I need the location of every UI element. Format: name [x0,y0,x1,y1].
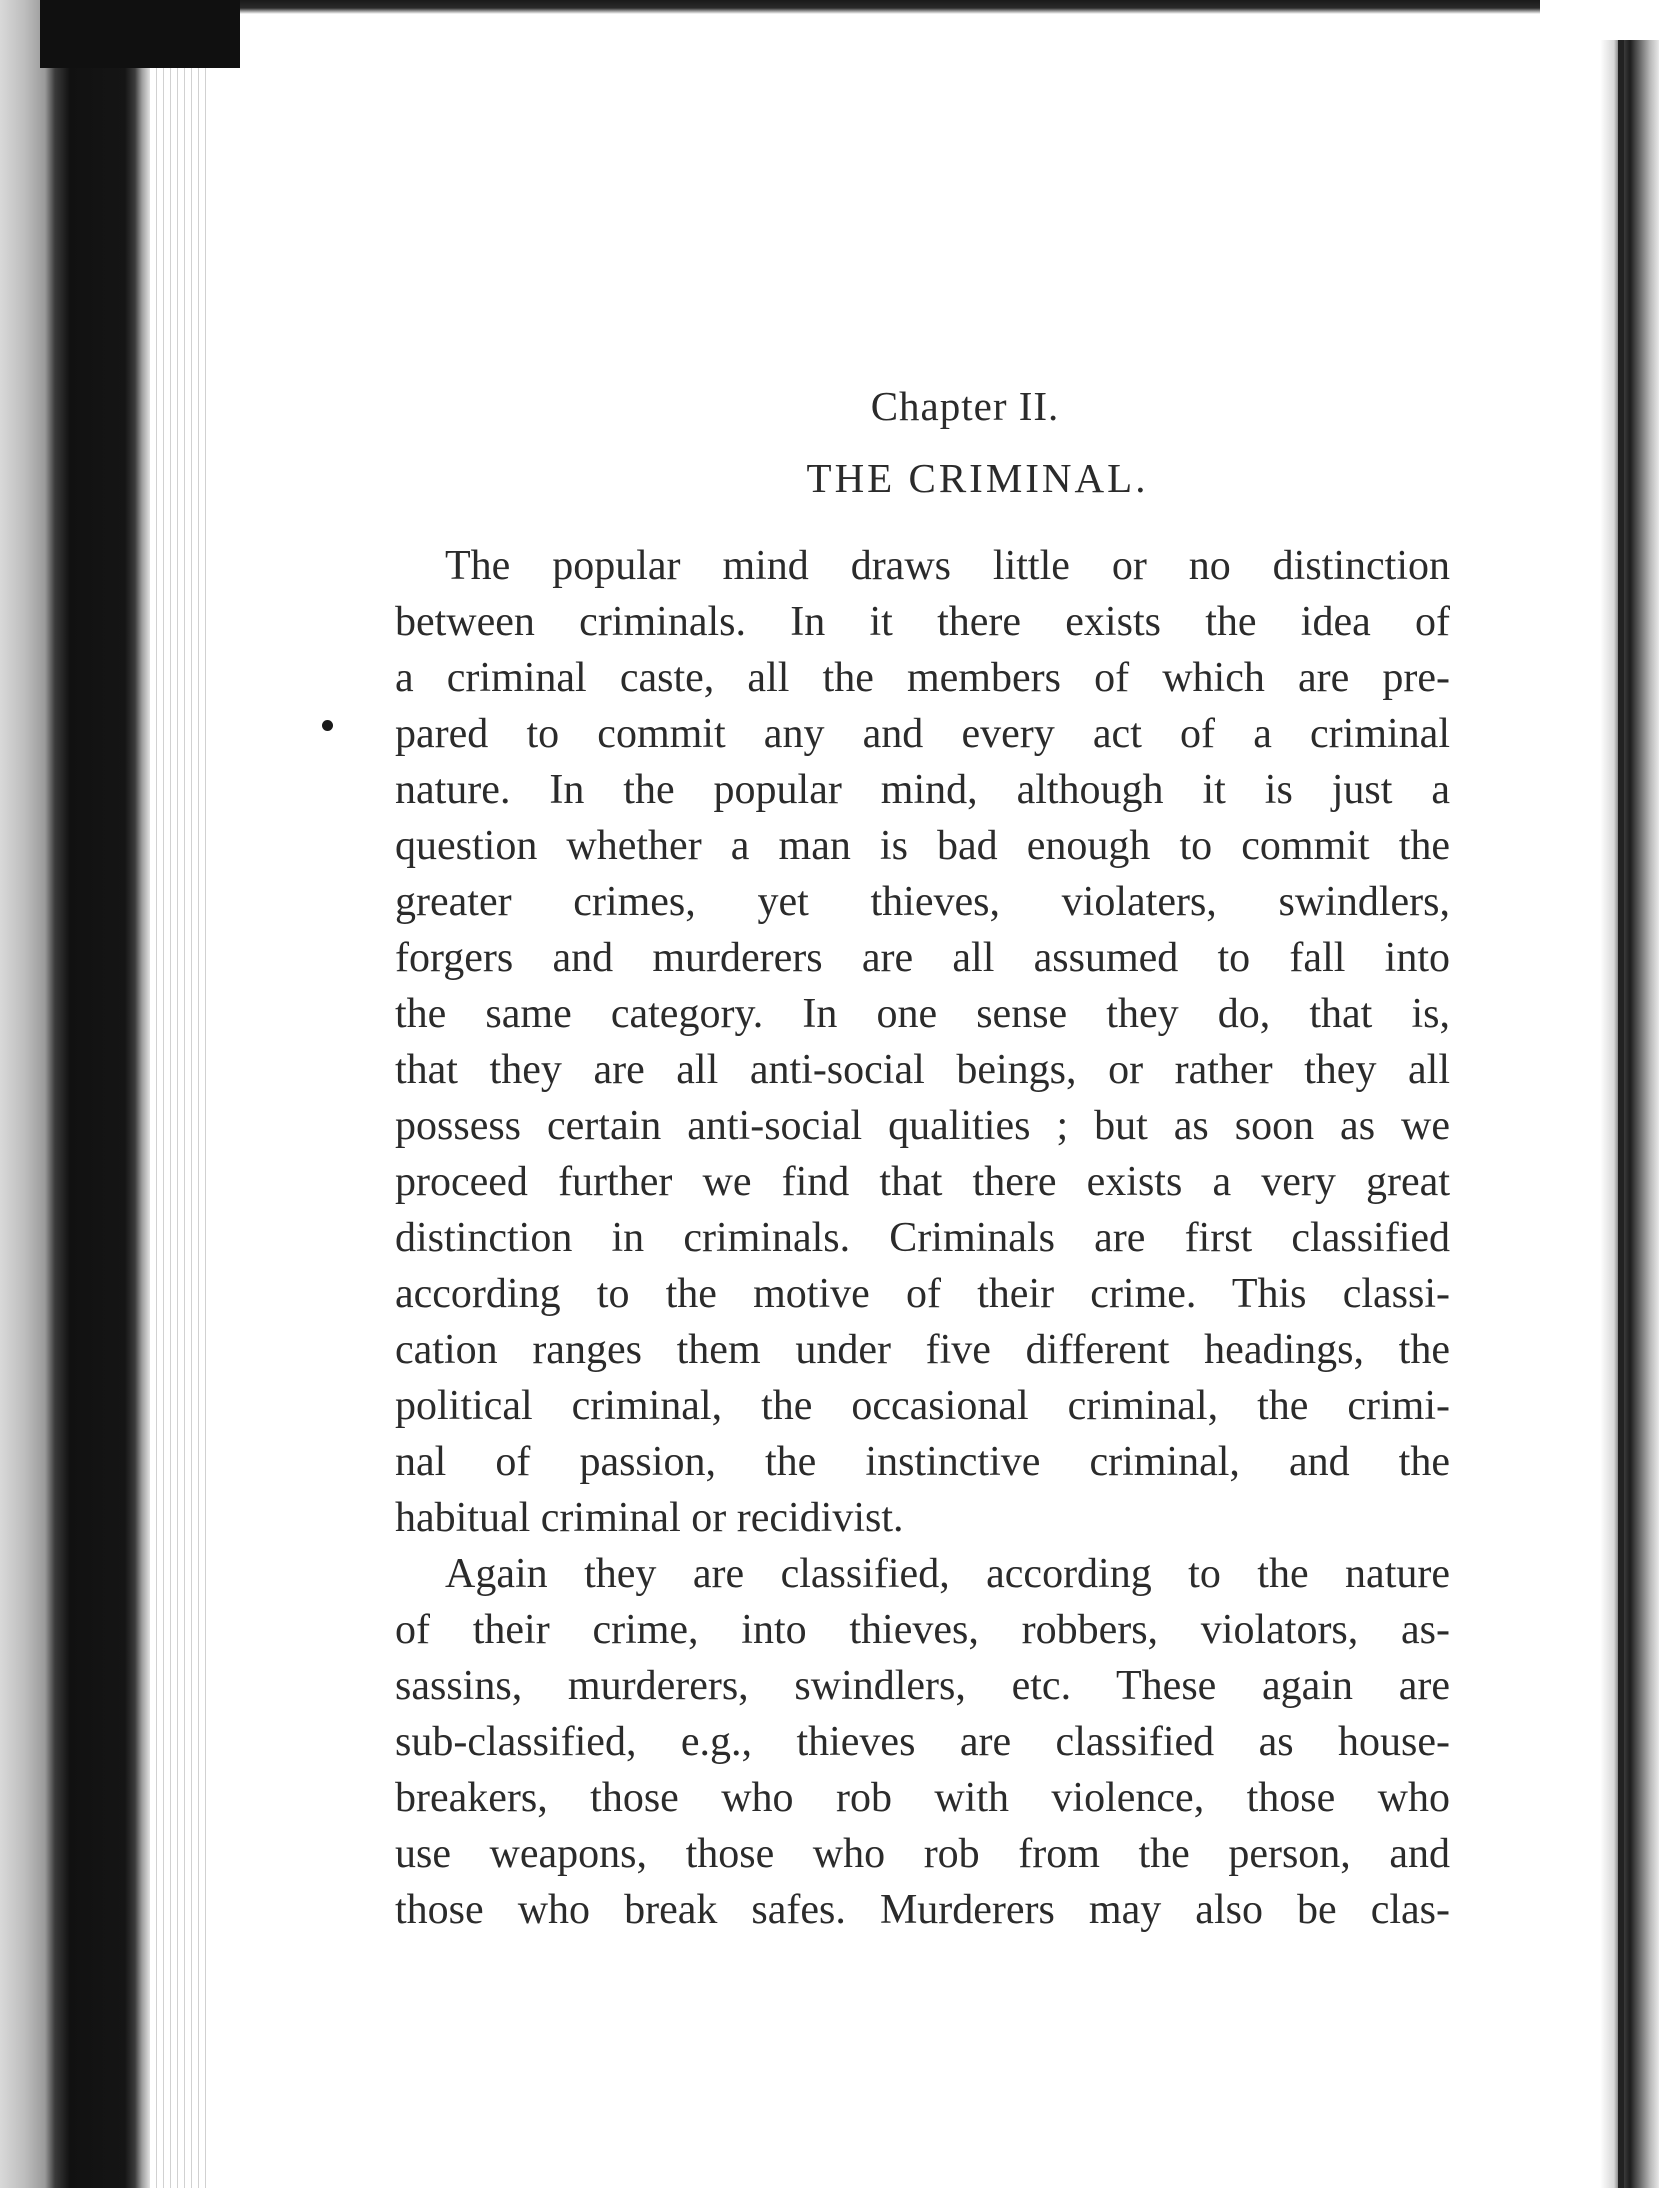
text-line: greater crimes, yet thieves, violaters, swindlers, [395,879,1450,925]
chapter-heading: Chapter II. [870,383,1060,429]
right-page-edge [1600,40,1659,2188]
text-line: breakers, those who rob with violence, those who [395,1775,1450,1821]
book-page [395,370,1450,1938]
text-line: sub-classified, e.g., thieves are classified as house- [395,1719,1450,1765]
right-edge-line [1618,40,1624,2188]
margin-dot [322,720,333,731]
text-line: proceed further we find that there exists a very great [395,1159,1450,1205]
chapter-title: THE CRIMINAL. [806,455,1149,501]
text-line: question whether a man is bad enough to commit the [395,823,1450,869]
text-line: according to the motive of their crime. This classi- [395,1271,1450,1317]
text-line: sassins, murderers, swindlers, etc. These again are [395,1663,1450,1709]
text-line: habitual criminal or recidivist. [395,1495,904,1541]
text-line: those who break safes. Murderers may also be clas- [395,1887,1450,1933]
text-line: The popular mind draws little or no distinction [445,543,1450,589]
text-line: nal of passion, the instinctive criminal, and the [395,1439,1450,1485]
text-line: the same category. In one sense they do, that is, [395,991,1450,1037]
text-line: that they are all anti-social beings, or rather they all [395,1047,1450,1093]
text-line: political criminal, the occasional criminal, the crimi- [395,1383,1450,1429]
text-line: use weapons, those who rob from the person, and [395,1831,1450,1877]
paragraph-2 [395,1546,1450,1938]
book-gutter [0,0,150,2188]
text-line: pared to commit any and every act of a criminal [395,711,1450,757]
text-line: a criminal caste, all the members of which are pre- [395,655,1450,701]
top-corner-shadow [40,0,240,68]
text-line: nature. In the popular mind, although it is just a [395,767,1450,813]
page-edges [150,30,210,2188]
text-line: cation ranges them under five different headings, the [395,1327,1450,1373]
text-line: of their crime, into thieves, robbers, violators, as- [395,1607,1450,1653]
text-line: forgers and murderers are all assumed to fall into [395,935,1450,981]
text-line: Again they are classified, according to the nature [445,1551,1450,1597]
text-line: distinction in criminals. Criminals are first classified [395,1215,1450,1261]
top-edge [40,0,1540,14]
text-line: possess certain anti-social qualities ; but as soon as we [395,1103,1450,1149]
paragraph-1 [395,538,1450,1546]
text-line: between criminals. In it there exists the idea of [395,599,1450,645]
